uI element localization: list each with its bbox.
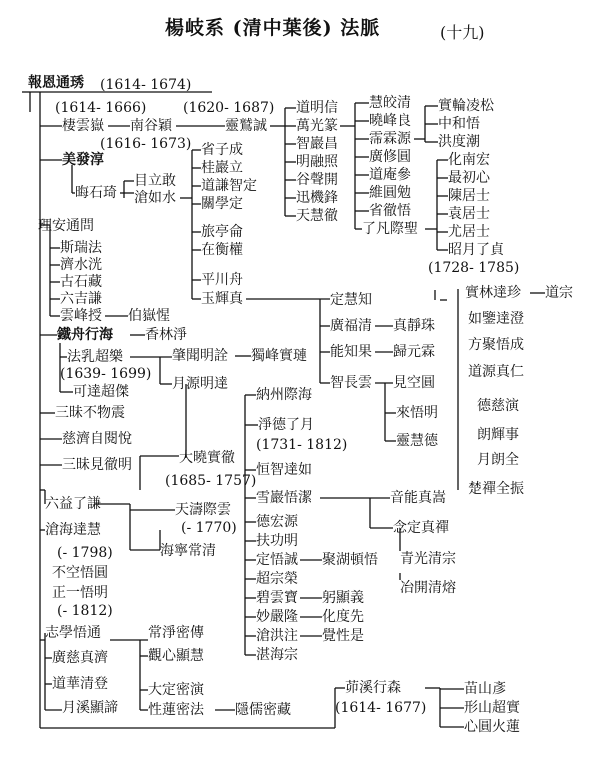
lineage-node: 德慈演 bbox=[477, 398, 519, 414]
lineage-node: 慈濟自閱悅 bbox=[62, 431, 132, 447]
lineage-node: 常淨密傳 bbox=[148, 625, 204, 641]
lineage-node: 道謙智定 bbox=[201, 178, 257, 194]
lineage-node: 廣修圓 bbox=[369, 149, 411, 165]
lineage-node: 恒智達如 bbox=[256, 462, 312, 478]
lineage-node: 六益了謙 bbox=[45, 496, 101, 512]
lineage-node: 覺性是 bbox=[322, 628, 364, 644]
lineage-node: 伯嶽惺 bbox=[128, 308, 170, 324]
lineage-node: 滄如水 bbox=[134, 190, 176, 206]
lineage-node: 如鑒達澄 bbox=[468, 311, 524, 327]
lineage-node: 美發淳 bbox=[62, 152, 104, 168]
lineage-node: 苗山彥 bbox=[464, 681, 506, 697]
lineage-node: 雲峰授 bbox=[60, 308, 102, 324]
lineage-node: 茆溪行森 bbox=[345, 680, 401, 696]
lineage-node: 在衡權 bbox=[201, 242, 243, 258]
lineage-node: (1731- 1812) bbox=[256, 437, 348, 453]
lineage-node: 定悟誠 bbox=[256, 552, 298, 568]
lineage-node: 桂巖立 bbox=[201, 160, 243, 176]
lineage-node: 正一悟明 bbox=[52, 585, 108, 601]
lineage-node: 廣福清 bbox=[330, 318, 372, 334]
lineage-node: (1728- 1785) bbox=[428, 260, 520, 276]
lineage-node: 道華清登 bbox=[52, 676, 108, 692]
lineage-node: 慧皎清 bbox=[369, 95, 411, 111]
lineage-node: 六吉謙 bbox=[60, 291, 102, 307]
lineage-node: 妙嚴隆 bbox=[256, 609, 298, 625]
lineage-node: 月溪顯諦 bbox=[62, 700, 118, 716]
lineage-node: 維圓勉 bbox=[369, 185, 411, 201]
lineage-node: 淨德了月 bbox=[258, 417, 314, 433]
lineage-node: 中和悟 bbox=[438, 116, 480, 132]
lineage-node: 歸元霖 bbox=[393, 344, 435, 360]
lineage-node: (1614- 1666) bbox=[55, 100, 147, 116]
lineage-node: 超宗榮 bbox=[256, 571, 298, 587]
lineage-node: 音能真嵩 bbox=[390, 490, 446, 506]
lineage-node: 智巖昌 bbox=[296, 136, 338, 152]
lineage-node: 滄海達慧 bbox=[45, 522, 101, 538]
lineage-node: 德宏源 bbox=[256, 514, 298, 530]
lineage-node: 萬光篆 bbox=[296, 118, 338, 134]
lineage-node: 谷聲開 bbox=[296, 172, 338, 188]
lineage-node: 目立敢 bbox=[134, 173, 176, 189]
lineage-node: 道源真仁 bbox=[468, 364, 524, 380]
lineage-node: 省徹悟 bbox=[369, 203, 411, 219]
lineage-node: 不空悟圓 bbox=[52, 565, 108, 581]
lineage-node: 曉峰良 bbox=[369, 113, 411, 129]
lineage-node: 尤居士 bbox=[448, 224, 490, 240]
lineage-node: 袁居士 bbox=[448, 206, 490, 222]
lineage-node: 月源明達 bbox=[172, 376, 228, 392]
lineage-node: 南谷穎 bbox=[130, 118, 172, 134]
lineage-node: 天慧徹 bbox=[296, 208, 338, 224]
lineage-node: 朗輝事 bbox=[477, 427, 519, 443]
lineage-node: (1614- 1674) bbox=[100, 77, 192, 93]
lineage-node: 靈鷲誠 bbox=[225, 118, 267, 134]
lineage-node: 隱儒密藏 bbox=[235, 702, 291, 718]
lineage-node: 聚湖頓悟 bbox=[322, 552, 378, 568]
lineage-node: 古石藏 bbox=[60, 274, 102, 290]
lineage-node: 大曉實徹 bbox=[179, 450, 235, 466]
lineage-node: 納州際海 bbox=[256, 387, 312, 403]
lineage-node: 霈霖源 bbox=[369, 131, 411, 147]
lineage-node: (1685- 1757) bbox=[165, 473, 257, 489]
lineage-node: 性蓮密法 bbox=[148, 702, 204, 718]
lineage-node: 天濤際雲 bbox=[175, 502, 231, 518]
lineage-node: 獨峰實璉 bbox=[251, 348, 307, 364]
lineage-node: 香林淨 bbox=[145, 327, 187, 343]
lineage-node: 方聚悟成 bbox=[468, 337, 524, 353]
lineage-node: 冶開清熔 bbox=[400, 580, 456, 596]
lineage-node: 陳居士 bbox=[448, 188, 490, 204]
lineage-node: 道庵參 bbox=[369, 167, 411, 183]
lineage-node: 明融照 bbox=[296, 154, 338, 170]
lineage-node: 楚禪全振 bbox=[468, 481, 524, 497]
lineage-node: 最初心 bbox=[448, 170, 490, 186]
lineage-node: 來悟明 bbox=[396, 405, 438, 421]
lineage-node: 洪度潮 bbox=[438, 134, 480, 150]
lineage-node: 扶功明 bbox=[256, 533, 298, 549]
lineage-node: 道宗 bbox=[545, 285, 573, 301]
lineage-node: (- 1798) bbox=[57, 545, 113, 561]
lineage-node: 形山超實 bbox=[464, 700, 520, 716]
lineage-node: 智長雲 bbox=[330, 375, 372, 391]
lineage-node: 靈慧德 bbox=[396, 433, 438, 449]
lineage-node: 了凡際聖 bbox=[362, 221, 418, 237]
lineage-node: 昭月了貞 bbox=[448, 242, 504, 258]
lineage-node: (1639- 1699) bbox=[60, 366, 152, 382]
lineage-node: 實林達珍 bbox=[465, 285, 521, 301]
lineage-node: 迅機鋒 bbox=[296, 190, 338, 206]
lineage-node: 三昧不物震 bbox=[55, 405, 125, 421]
lineage-node: 化南宏 bbox=[448, 152, 490, 168]
lineage-node: 道明信 bbox=[296, 100, 338, 116]
lineage-node: (- 1770) bbox=[181, 520, 237, 536]
lineage-node: 大定密演 bbox=[148, 682, 204, 698]
lineage-node: (1616- 1673) bbox=[100, 136, 192, 152]
lineage-node: 旅亭侖 bbox=[201, 224, 243, 240]
lineage-node: 玉輝真 bbox=[201, 291, 243, 307]
lineage-node: 鐵舟行海 bbox=[57, 327, 113, 343]
lineage-node: 心圓火蓮 bbox=[464, 719, 520, 735]
lineage-node: 三昧見徹明 bbox=[62, 457, 132, 473]
lineage-node: 可達超傑 bbox=[73, 384, 129, 400]
lineage-node: 湛海宗 bbox=[256, 647, 298, 663]
lineage-node: 晦石琦 bbox=[75, 185, 117, 201]
lineage-node: 雪巖悟潔 bbox=[256, 490, 312, 506]
page-subtitle: (十九) bbox=[440, 23, 485, 42]
lineage-node: (1614- 1677) bbox=[335, 700, 427, 716]
lineage-node: 斯瑞法 bbox=[60, 240, 102, 256]
lineage-node: 真靜珠 bbox=[393, 318, 435, 334]
lineage-node: 滄洪注 bbox=[256, 628, 298, 644]
lineage-node: 報恩通琇 bbox=[28, 75, 84, 91]
lineage-node: 平川舟 bbox=[201, 272, 243, 288]
lineage-node: 月朗全 bbox=[477, 452, 519, 468]
lineage-node: 實輪凌松 bbox=[438, 98, 494, 114]
lineage-node: 碧雲寶 bbox=[256, 590, 298, 606]
lineage-node: 廣慈真濟 bbox=[52, 650, 108, 666]
lineage-node: 濟水洸 bbox=[60, 257, 102, 273]
lineage-node: 海寧常清 bbox=[160, 543, 216, 559]
lineage-node: 能知果 bbox=[330, 344, 372, 360]
lineage-node: 理安通問 bbox=[38, 218, 94, 234]
lineage-node: 定慧知 bbox=[330, 292, 372, 308]
lineage-node: 化度先 bbox=[322, 609, 364, 625]
lineage-node: 見空圓 bbox=[393, 375, 435, 391]
lineage-node: 念定真禪 bbox=[393, 520, 449, 536]
lineage-node: 觀心顯慧 bbox=[148, 648, 204, 664]
lineage-node: 青光清宗 bbox=[400, 551, 456, 567]
lineage-node: 肇聞明詮 bbox=[172, 348, 228, 364]
page-title: 楊岐系 (清中葉後) 法脈 bbox=[165, 17, 381, 39]
lineage-node: 棲雲嶽 bbox=[62, 118, 104, 134]
lineage-node: (1620- 1687) bbox=[183, 100, 275, 116]
lineage-node: 法乳超樂 bbox=[67, 349, 123, 365]
lineage-node: 志學悟通 bbox=[45, 625, 101, 641]
lineage-node: (- 1812) bbox=[57, 603, 113, 619]
lineage-node: 關學定 bbox=[201, 196, 243, 212]
lineage-node: 躬顯義 bbox=[322, 590, 364, 606]
lineage-node: 省子成 bbox=[201, 142, 243, 158]
